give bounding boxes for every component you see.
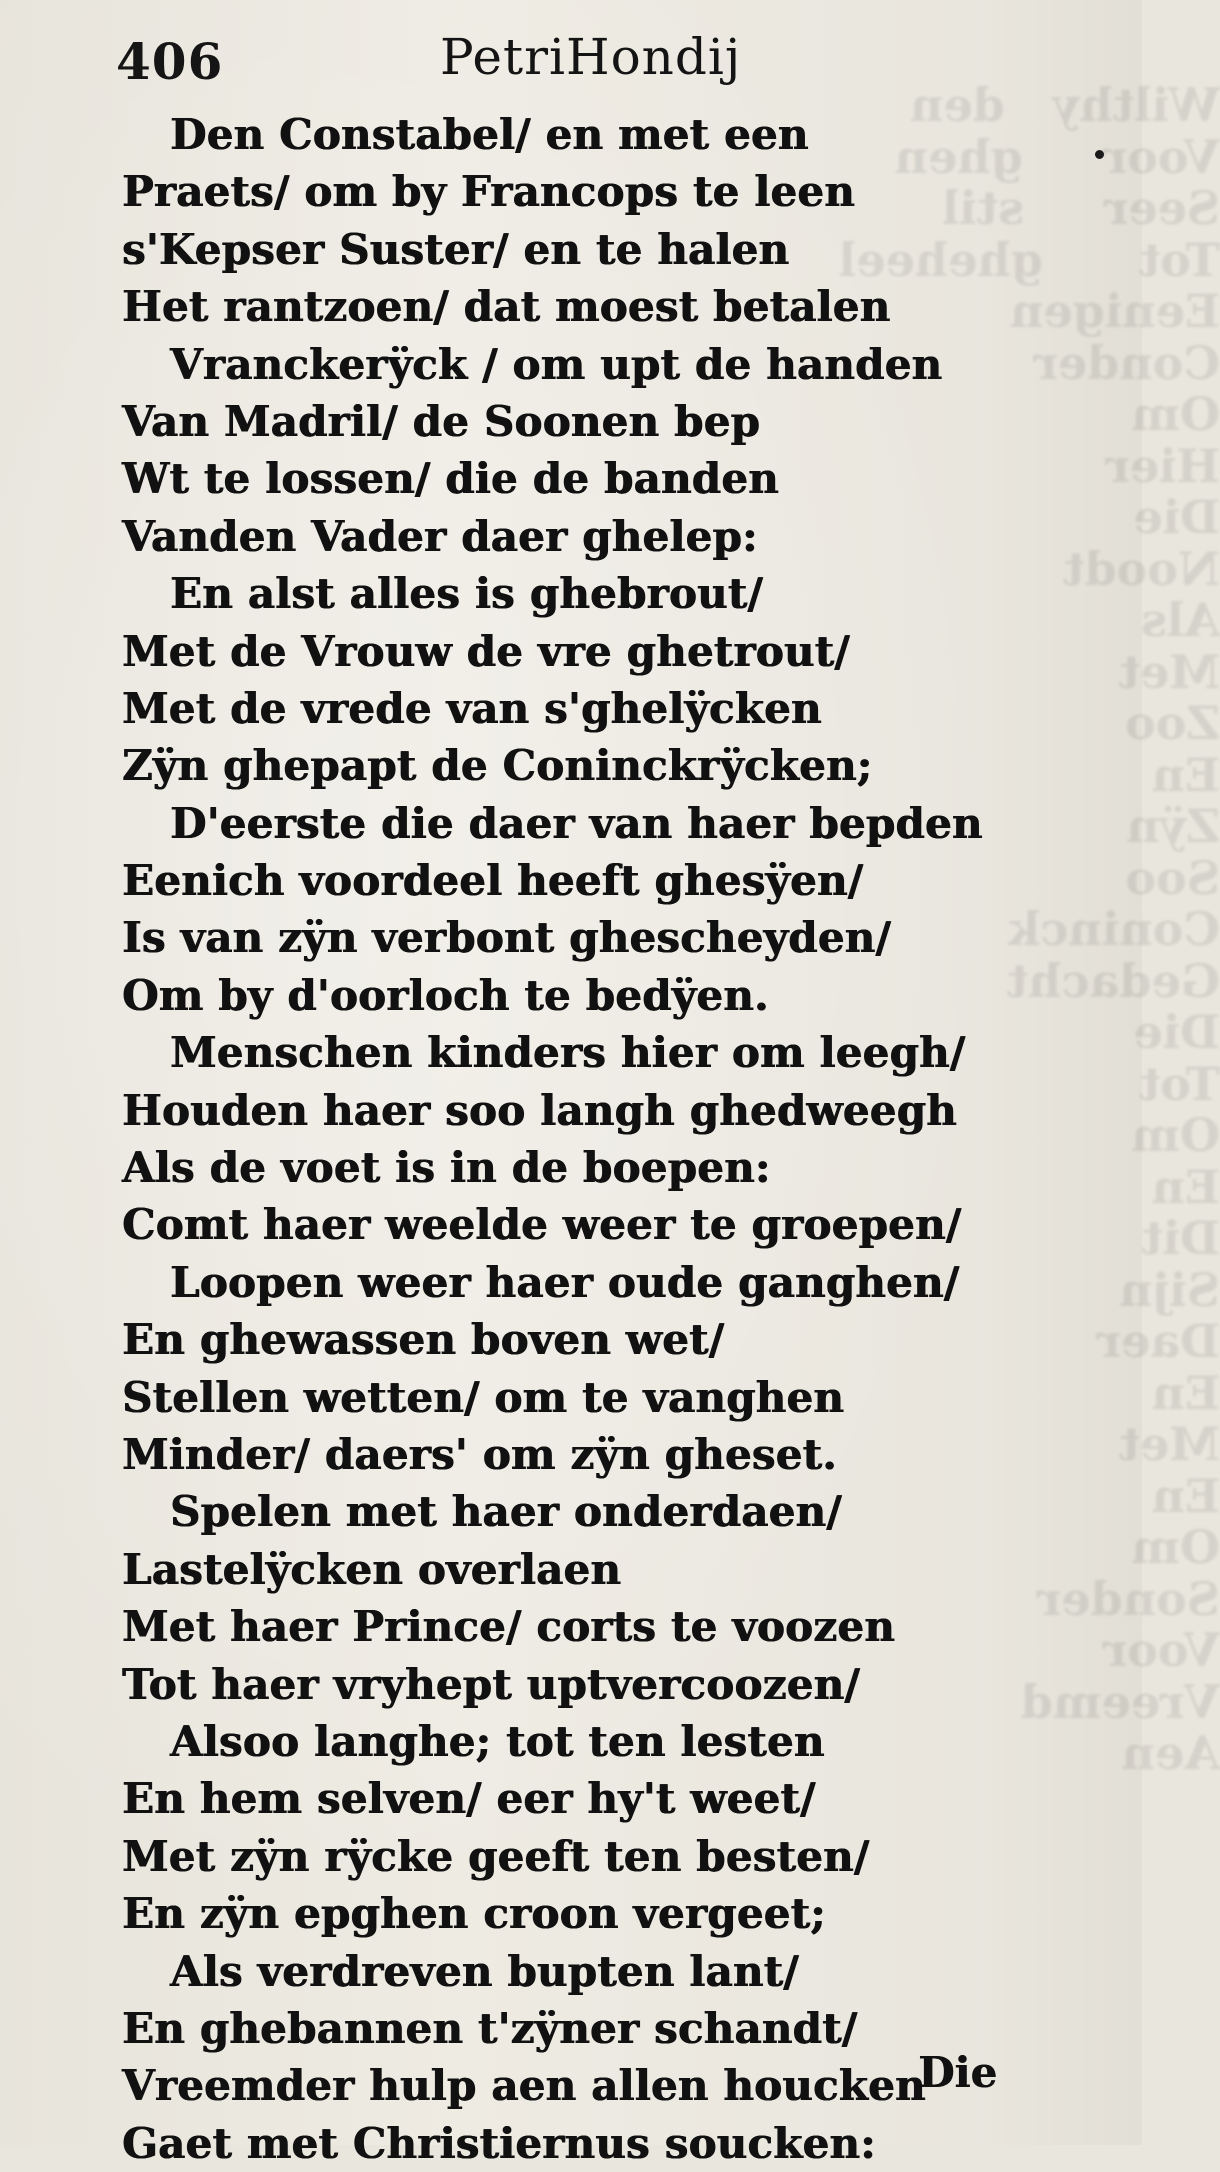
verse-line: Om by d'oorloch te bedÿen.	[122, 970, 769, 1020]
verse-line: Met de vrede van s'ghelÿcken	[122, 683, 822, 733]
catchword: Die	[918, 2048, 998, 2097]
verse-line: Zÿn ghepapt de Coninckrÿcken;	[122, 741, 873, 791]
verse-line: Stellen wetten/ om te vanghen	[122, 1372, 845, 1422]
page-header	[110, 28, 1030, 98]
verse-line: Met zÿn rÿcke geeft ten besten/	[122, 1831, 870, 1881]
verse-line: Menschen kinders hier om leegh/	[170, 1028, 966, 1078]
verse-line: D'eerste die daer van haer bepden	[170, 798, 983, 848]
verse-line: En alst alles is ghebrout/	[170, 569, 763, 619]
verse-line: Eenich voordeel heeft ghesÿen/	[122, 856, 864, 906]
verse-line: Tot haer vryhept uptvercoozen/	[122, 1659, 860, 1709]
verse-line: Als verdreven bupten lant/	[170, 1946, 799, 1996]
verse-line: Spelen met haer onderdaen/	[170, 1487, 842, 1537]
verse-line: Alsoo langhe; tot ten lesten	[170, 1716, 825, 1766]
verse-line: En zÿn epghen croon vergeet;	[122, 1889, 826, 1939]
page-number: 406	[116, 32, 224, 91]
verse-line: Lastelÿcken overlaen	[122, 1544, 622, 1594]
verse-line: Comt haer weelde weer te groepen/	[122, 1200, 962, 1250]
verse-line: s'Kepser Suster/ en te halen	[122, 224, 790, 274]
verse-line: En hem selven/ eer hy't weet/	[122, 1774, 816, 1824]
verse-line: Met de Vrouw de vre ghetrout/	[122, 626, 850, 676]
verse-line: En ghewassen boven wet/	[122, 1315, 725, 1365]
verse-line: Minder/ daers' om zÿn gheset.	[122, 1429, 838, 1479]
ink-dot	[1095, 150, 1104, 159]
verse-line: Is van zÿn verbont ghescheyden/	[122, 913, 891, 963]
verse-line: Van Madril/ de Soonen bep	[122, 396, 761, 446]
verse-block	[122, 106, 1022, 2172]
verse-line: Den Constabel/ en met een	[170, 110, 809, 159]
verse-line: Loopen weer haer oude ganghen/	[170, 1257, 960, 1307]
verse-line: Het rantzoen/ dat moest betalen	[122, 282, 891, 332]
verse-line: Met haer Prince/ corts te voozen	[122, 1602, 895, 1652]
verse-line: Als de voet is in de boepen:	[122, 1143, 771, 1193]
verse-line: Vanden Vader daer ghelep:	[122, 511, 758, 561]
verse-line: Gaet met Christiernus soucken:	[122, 2118, 876, 2168]
bleed-through-texture: Wilthy den Voor ghen Seer stil Tot gheheel Eenigen Conder Om Hier Die Noodt Als Met Zoo En Zÿn Soo Coninck Gedacht Die Tot Om En Dit Sijn Daer En Met En Om Sonder Voor Vreemd Aen	[838, 78, 1220, 1780]
verse-line: Houden haer soo langh ghedweegh	[122, 1085, 957, 1135]
verse-line: Vranckerÿck / om upt de handen	[170, 339, 943, 389]
verse-line: Praets/ om by Francops te leen	[122, 167, 855, 217]
verse-line: En ghebannen t'zÿner schandt/	[122, 2003, 858, 2053]
verse-line: Wt te lossen/ die de banden	[122, 454, 779, 504]
running-head: PetriHondij	[440, 28, 742, 86]
verse-line: Vreemder hulp aen allen houcken	[122, 2061, 926, 2111]
